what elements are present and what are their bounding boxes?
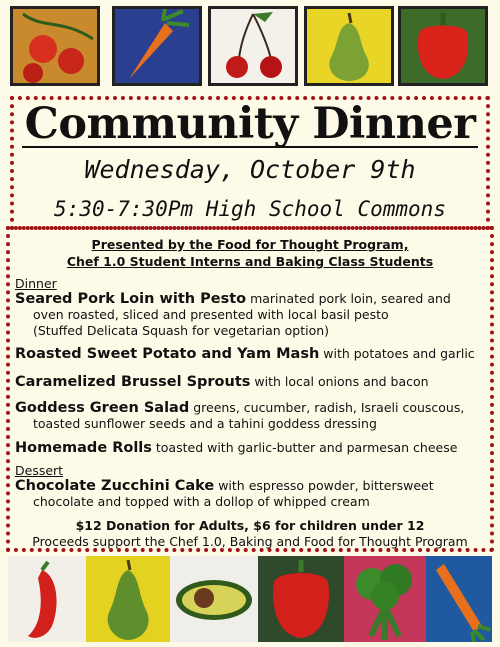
menu-item <box>15 346 490 362</box>
presented-by-line-2: Chef 1.0 Student Interns and Baking Class Students <box>66 254 434 269</box>
menu-item-desc-cont: toasted sunflower seeds and a tahini goddess dressing <box>33 416 377 431</box>
carrot-painting <box>112 6 202 86</box>
presented-by-line-1: Presented by the Food for Thought Program, <box>91 237 409 252</box>
dinner-heading: Dinner <box>15 276 57 291</box>
menu-item-name: Chocolate Zucchini Cake <box>15 478 215 494</box>
menu-item-name: Roasted Sweet Potato and Yam Mash <box>15 346 320 362</box>
menu-item-name: Goddess Green Salad <box>15 400 190 416</box>
title-divider <box>22 146 478 148</box>
menu-item-desc: with potatoes and garlic <box>319 346 475 361</box>
dessert-heading: Dessert <box>15 463 64 478</box>
menu-item-desc: with espresso powder, bittersweet <box>214 478 434 493</box>
menu-item-name: Homemade Rolls <box>15 440 152 456</box>
top-art-row <box>0 0 500 92</box>
broccoli-painting <box>344 556 426 642</box>
avocado-painting <box>170 556 258 642</box>
menu-item-desc-cont: chocolate and topped with a dollop of whipped cream <box>33 494 370 509</box>
menu-item <box>15 478 490 510</box>
presented-by <box>0 236 500 270</box>
bell-pepper-painting <box>258 556 344 642</box>
page-title: Community Dinner <box>24 99 476 149</box>
menu-item-desc: toasted with garlic-butter and parmesan cheese <box>151 440 458 455</box>
menu-item <box>15 291 490 339</box>
cherries-painting <box>208 6 298 86</box>
menu-item-name: Seared Pork Loin with Pesto <box>15 291 247 307</box>
event-date: Wednesday, October 9th <box>84 155 416 184</box>
menu-item-name: Caramelized Brussel Sprouts <box>15 374 251 390</box>
menu-item-desc-cont: oven roasted, sliced and presented with local basil pesto <box>33 307 389 322</box>
event-time-place: 5:30-7:30Pm High School Commons <box>54 197 446 221</box>
menu-item-desc: marinated pork loin, seared and <box>246 291 451 306</box>
pear-painting <box>304 6 394 86</box>
menu-item <box>15 374 490 390</box>
donation-text: $12 Donation for Adults, $6 for children under 12 <box>75 518 425 533</box>
menu-item-desc: greens, cucumber, radish, Israeli couscous, <box>189 400 465 415</box>
bottom-art-row <box>0 556 500 647</box>
proceeds-text: Proceeds support the Chef 1.0, Baking and Food for Thought Program <box>32 534 468 549</box>
menu-item-desc: with local onions and bacon <box>250 374 429 389</box>
bell-pepper-painting <box>398 6 488 86</box>
chili-pepper-painting <box>8 556 86 642</box>
tomatoes-painting <box>10 6 100 86</box>
carrot-painting <box>426 556 492 642</box>
pear-painting <box>86 556 170 642</box>
menu-item-desc-cont: (Stuffed Delicata Squash for vegetarian option) <box>33 323 330 338</box>
menu-item <box>15 400 490 432</box>
menu-item <box>15 440 490 456</box>
